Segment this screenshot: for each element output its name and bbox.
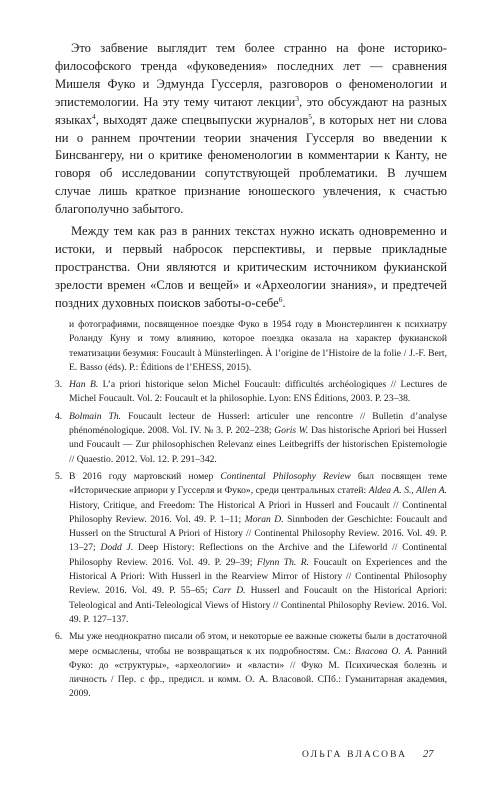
footnote-ref-5[interactable]: 5 [308,111,313,121]
text: Deep History: Reflections on the Archive and the Lifeworld // Continental Philosophy Review. 2016. Vol. 49. P. 29–39; [69,542,447,568]
footnote-ref-3[interactable]: 3 [295,93,299,103]
footnote-number: 4. [55,410,63,422]
footnotes [55,318,447,702]
text: , это обсуждают на разных языках [55,94,447,127]
text: Ранний Фуко: до «структуры», «археологии» и «власти» // Фуко М. Психическая болезнь и личность / Пер. с фр., предисл. и комм. О. А. Власовой. СПб.: Гуманитарная академия, 2009. [69,645,447,700]
footnote-5 [55,470,447,627]
footnote-4 [55,410,447,467]
footnote-number: 5. [55,470,63,482]
text: Мы уже неоднократно писали об этом, и некоторые ее важные сюжеты были в достаточной мере осмыслены, чтобы не возвращаться к их подробностям. См.: [69,631,447,657]
page-number: 27 [423,749,434,760]
author: Carr D. [212,585,246,597]
journal-title: Continental Philosophy Review [220,470,351,482]
paragraph-1 [55,40,447,219]
text: Между тем как раз в ранних текстах нужно искать одновременно и истоки, и первый набросок перспективы, и первые прикладные пространства. Они являются и критическим источником фукианской зрелости времен «Слов и вещей» и «Археологии знания», и предтечей поздних духовных поисков заботы-о-себе [55,224,447,310]
running-author: ОЛЬГА ВЛАСОВА [302,750,408,760]
text: , выходят даже спецвыпуски журналов [95,112,309,127]
text: . [282,295,286,310]
text: Foucault lecteur de Husserl: articuler une rencontre // Bulletin d’analyse phénoménologique. 2008. Vol. IV. № 3. P. 202–238; [69,410,447,437]
footnote-3 [55,378,447,407]
text: History, Critique, and Freedom: The Historical A Priori in Husserl and Foucault // Continental Philosophy Review. 2016. Vol. 49. P. 1–11; [69,499,447,525]
text: Это забвение выглядит тем более странно на фоне историко-философского тренда «фуковедения» последних лет — сравнения Мишеля Фуко и Эдмунда Гуссерля, разговоров о феноменологии и эпистемологии. На эту тему читают лекции [55,41,447,109]
author: Moran D. [244,513,284,525]
main-text [55,40,447,313]
footnote-ref-4[interactable]: 4 [92,111,96,121]
text: L’a priori historique selon Michel Foucault: difficultés archéologiques // Lectures de Michel Foucault. Vol. 2: Foucault et la philosophie. Lyon: ENS Éditions, 2003. P. 23–38. [69,379,447,405]
paragraph-2 [55,223,447,313]
footnote-list [55,378,447,702]
footnote-number: 3. [55,379,63,391]
author: Власова О. А. [354,645,413,657]
author: Dodd J. [100,542,134,554]
author: Bolmain Th. [69,410,122,422]
footnote-continuation: и фотографиями, посвященное поездке Фуко в 1954 году в Мюнстерлинген к психиатру Роланду Куну и тому влиянию, которое поездка оказала на характер фукианской тематизации безумия: Foucault à Münsterlingen. À l’origine de l’Histoire de la folie / J.-F. Bert, E. Basso (éds). P.: Éditions de l’EHESS, 2015). [69,319,447,373]
text: Foucault on Experiences and the Historical A Priori: With Husserl in the Rearview Mirror of History // Continental Philosophy Review. 2016. Vol. 49. P. 55–65; [69,556,447,597]
author: Han B. [69,379,99,391]
footnote-ref-6[interactable]: 6 [278,294,283,304]
author: Flynn Th. R. [256,556,309,568]
text: был посвящен теме «Исторические априори у Гуссерля и Фуко», среди центральных статей: [69,470,447,497]
text: , в которых нет ни слова ни о раннем прочтении теории значения Гуссерля во введении к Бинсвангеру, ни о критике феноменологии в комментарии к Канту, не говоря об исследовании сопутствующей проблематики. В лучшем случае лишь краткое признание юношеского увлечения, к счастью благополучно забытого. [55,112,447,217]
text: Sinnboden der Geschichte: Foucault and Husserl on the Structural A Priori of History // Continental Philosophy Review. 2016. Vol. 49. P. 13–27; [69,513,447,554]
author: Goris W. [274,425,309,437]
text: Husserl and Foucault on the Historical Apriori: Teleological and Anti-Teleological Views of History // Continental Philosophy Review. 2016. Vol. 49. P. 127–137. [69,585,448,625]
footnote-number: 6. [55,631,63,643]
text: Das historische Apriori bei Husserl und Foucault — Zur philosophischen Relevanz eines Leitbegriffs der historischen Epistemologie // Quaestio. 2012. Vol. 12. P. 291–342. [69,425,447,465]
author: Aldea A. S., Allen A. [368,485,447,497]
footnote-6 [55,630,447,701]
text: В 2016 году мартовский номер [69,470,221,482]
